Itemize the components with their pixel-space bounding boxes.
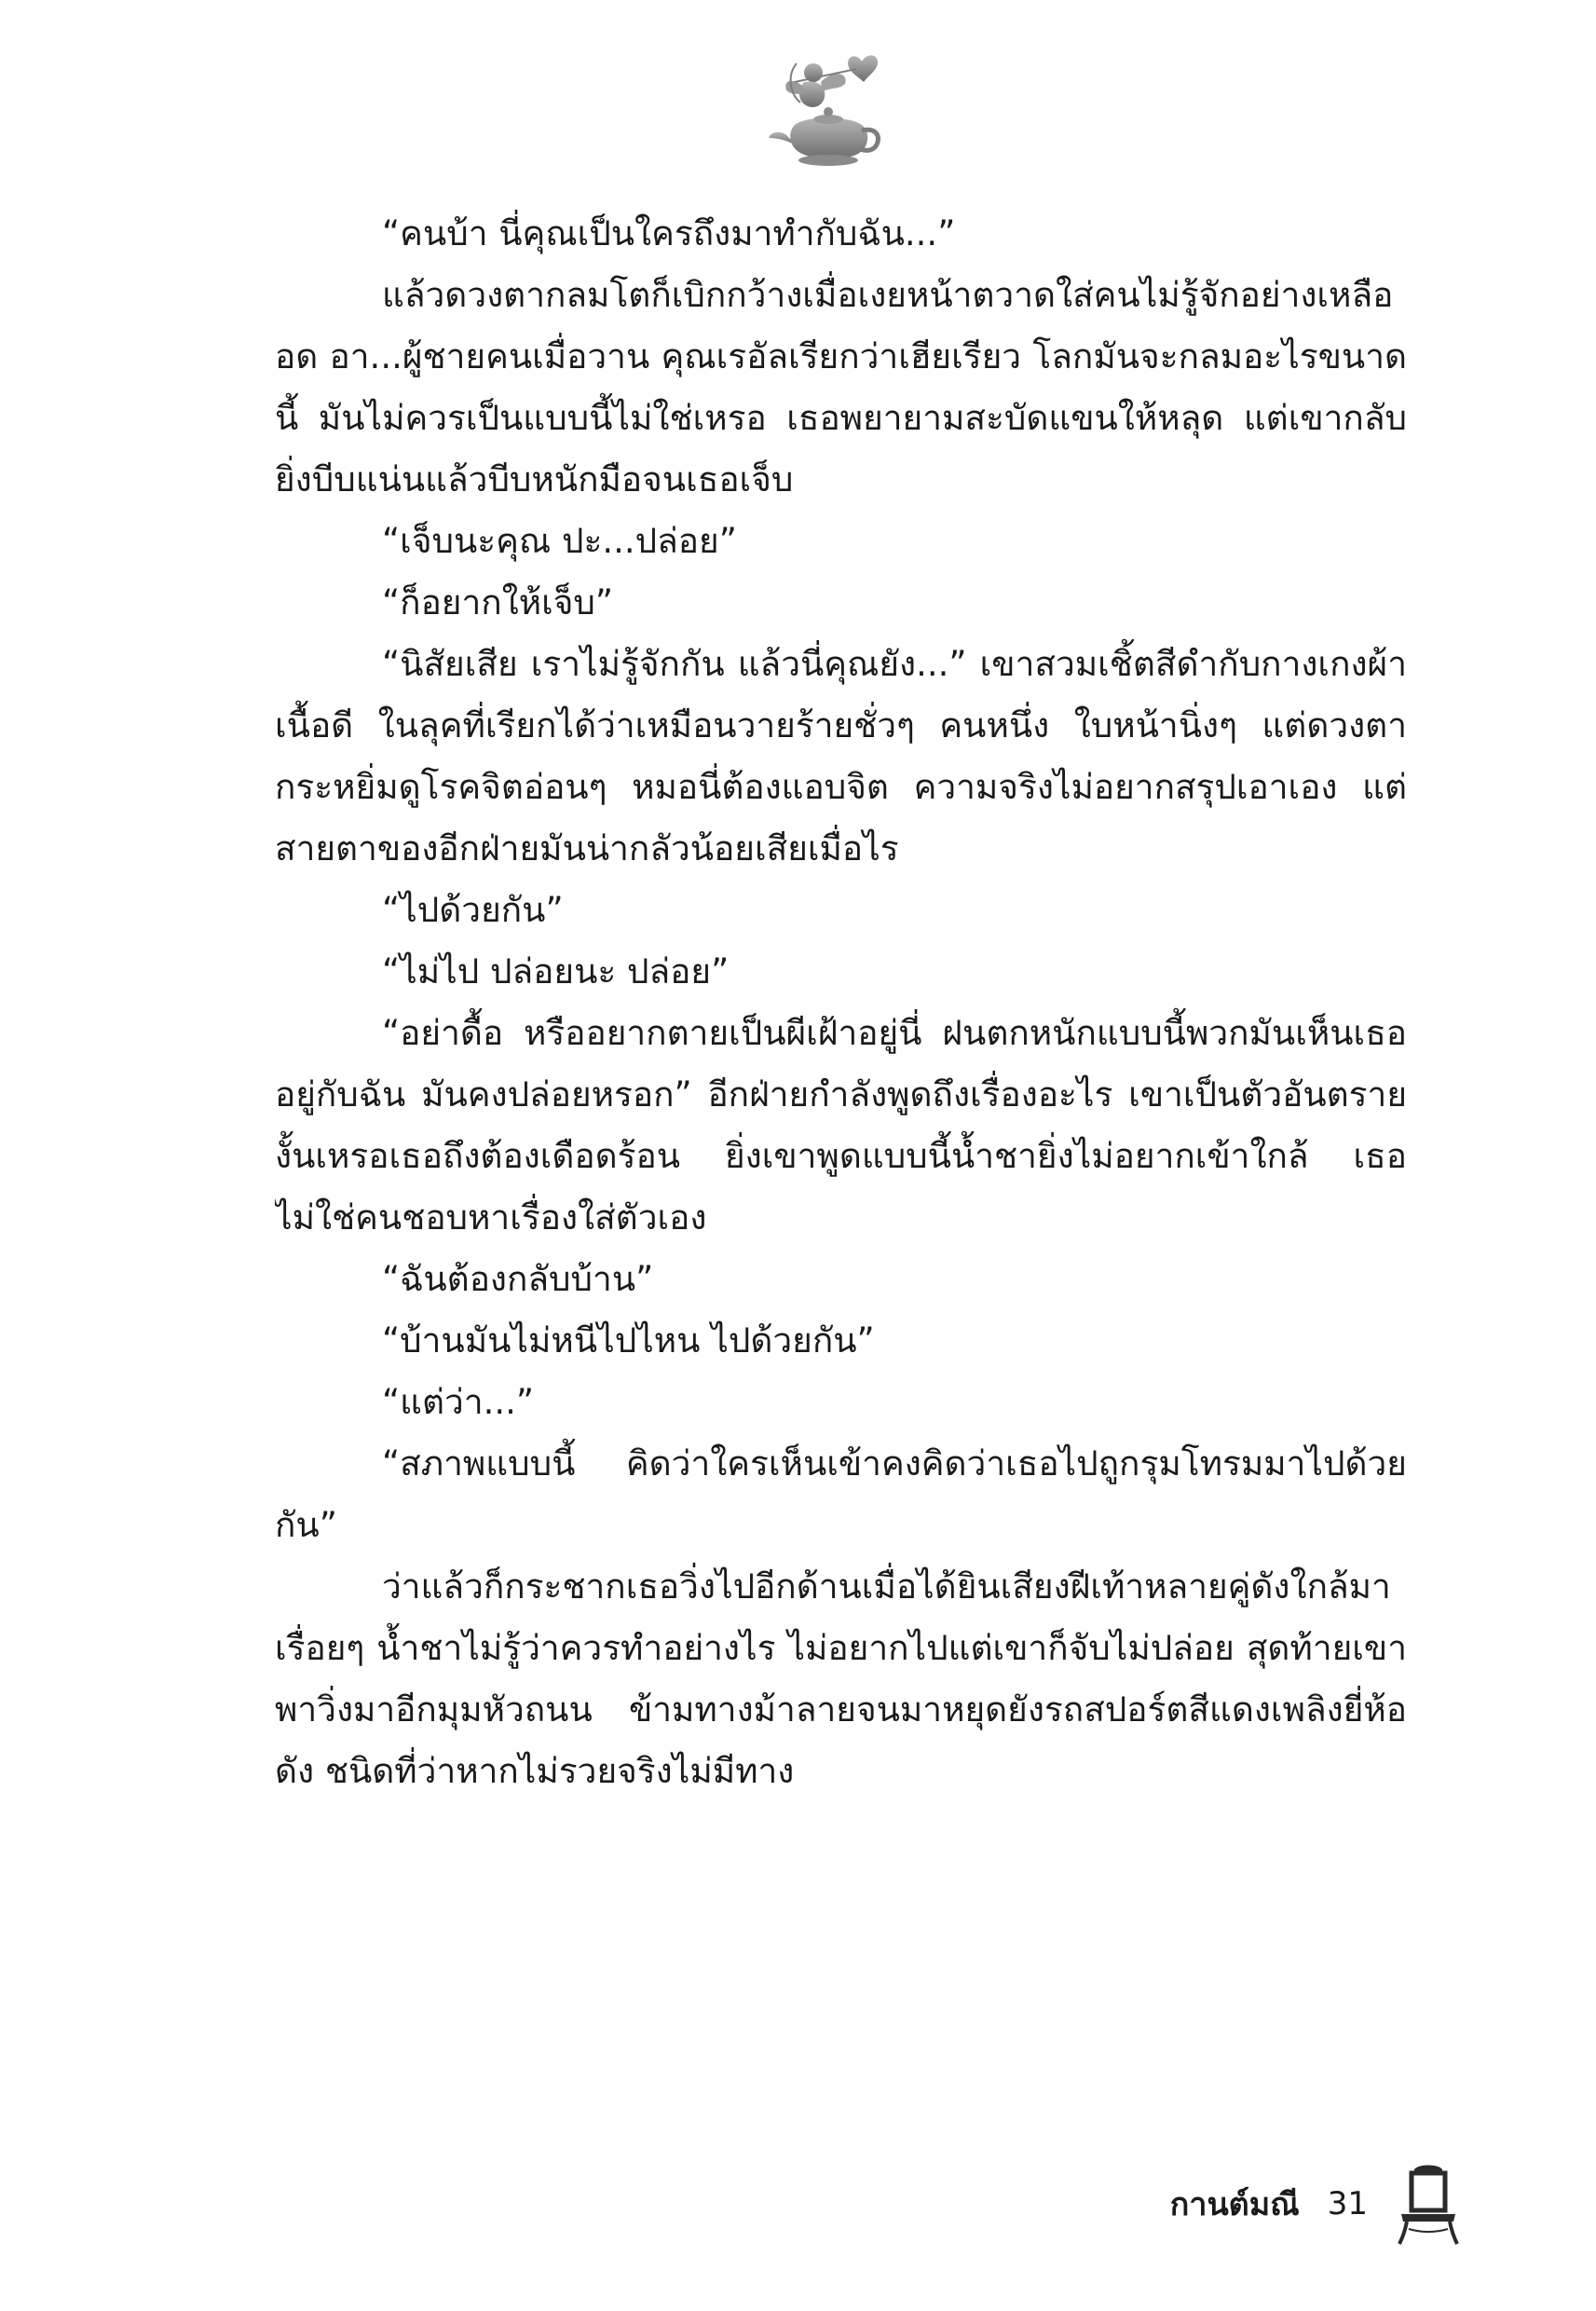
- paragraph-11: “แต่ว่า...”: [382, 1382, 535, 1422]
- ornate-mirror-chair-icon: [1396, 2162, 1461, 2246]
- book-title: กานต์มณี: [1169, 2186, 1300, 2223]
- page-footer: [1170, 2162, 1461, 2246]
- paragraph-12: “สภาพแบบนี้ คิดว่าใครเห็นเข้าคงคิดว่าเธอไปถูกรุมโทรมมาไปด้วยกัน”: [275, 1443, 1407, 1545]
- paragraph-10: “บ้านมันไม่หนีไปไหน ไปด้วยกัน”: [382, 1320, 875, 1361]
- paragraph-6: “ไปด้วยกัน”: [382, 890, 564, 930]
- paragraph-8: “อย่าดื้อ หรืออยากตายเป็นผีเฝ้าอยู่นี่ ฝนตกหนักแบบนี้พวกมันเห็นเธออยู่กับฉัน มันคงปล่อยหรอก” อีกฝ่ายกำลังพูดถึงเรื่องอะไร เขาเป็นตัวอันตรายงั้นเหรอเธอถึงต้องเดือดร้อน ยิ่งเขาพูดแบบนี้น้ำชายิ่งไม่อยากเข้าใกล้ เธอไม่ใช่คนชอบหาเรื่องใส่ตัวเอง: [275, 1013, 1407, 1238]
- body-text: [275, 203, 1407, 2002]
- paragraph-2: แล้วดวงตากลมโตก็เบิกกว้างเมื่อเงยหน้าตวาดใส่คนไม่รู้จักอย่างเหลืออด อา...ผู้ชายคนเมื่อวาน คุณเรอัลเรียกว่าเฮียเรียว โลกมันจะกลมอะไรขนาดนี้ มันไม่ควรเป็นแบบนี้ไม่ใช่เหรอ เธอพยายามสะบัดแขนให้หลุด แต่เขากลับยิ่งบีบแน่นแล้วบีบหนักมือจนเธอเจ็บ: [275, 275, 1407, 499]
- paragraph-7: “ไม่ไป ปล่อยนะ ปล่อย”: [382, 951, 730, 991]
- paragraph-4: “ก็อยากให้เจ็บ”: [382, 582, 614, 622]
- paragraph-9: “ฉันต้องกลับบ้าน”: [382, 1259, 654, 1299]
- page-number: 31: [1327, 2185, 1368, 2222]
- paragraph-3: “เจ็บนะคุณ ปะ...ปล่อย”: [382, 521, 737, 561]
- paragraph-1: “คนบ้า นี่คุณเป็นใครถึงมาทำกับฉัน...”: [382, 213, 956, 253]
- cupid-teapot-ornament-icon: [759, 45, 899, 185]
- paragraph-5: “นิสัยเสีย เราไม่รู้จักกัน แล้วนี่คุณยัง...” เขาสวมเชิ้ตสีดำกับกางเกงผ้าเนื้อดี ในลุคที่เรียกได้ว่าเหมือนวายร้ายชั่วๆ คนหนึ่ง ใบหน้านิ่งๆ แต่ดวงตากระหยิ่มดูโรคจิตอ่อนๆ หมอนี่ต้องแอบจิต ความจริงไม่อยากสรุปเอาเอง แต่สายตาของอีกฝ่ายมันน่ากลัวน้อยเสียเมื่อไร: [275, 644, 1407, 868]
- paragraph-13: ว่าแล้วก็กระชากเธอวิ่งไปอีกด้านเมื่อได้ยินเสียงฝีเท้าหลายคู่ดังใกล้มาเรื่อยๆ น้ำชาไม่รู้ว่าควรทำอย่างไร ไม่อยากไปแต่เขาก็จับไม่ปล่อย สุดท้ายเขาพาวิ่งมาอีกมุมหัวถนน ข้ามทางม้าลายจนมาหยุดยังรถสปอร์ตสีแดงเพลิงยี่ห้อดัง ชนิดที่ว่าหากไม่รวยจริงไม่มีทาง: [275, 1566, 1407, 1791]
